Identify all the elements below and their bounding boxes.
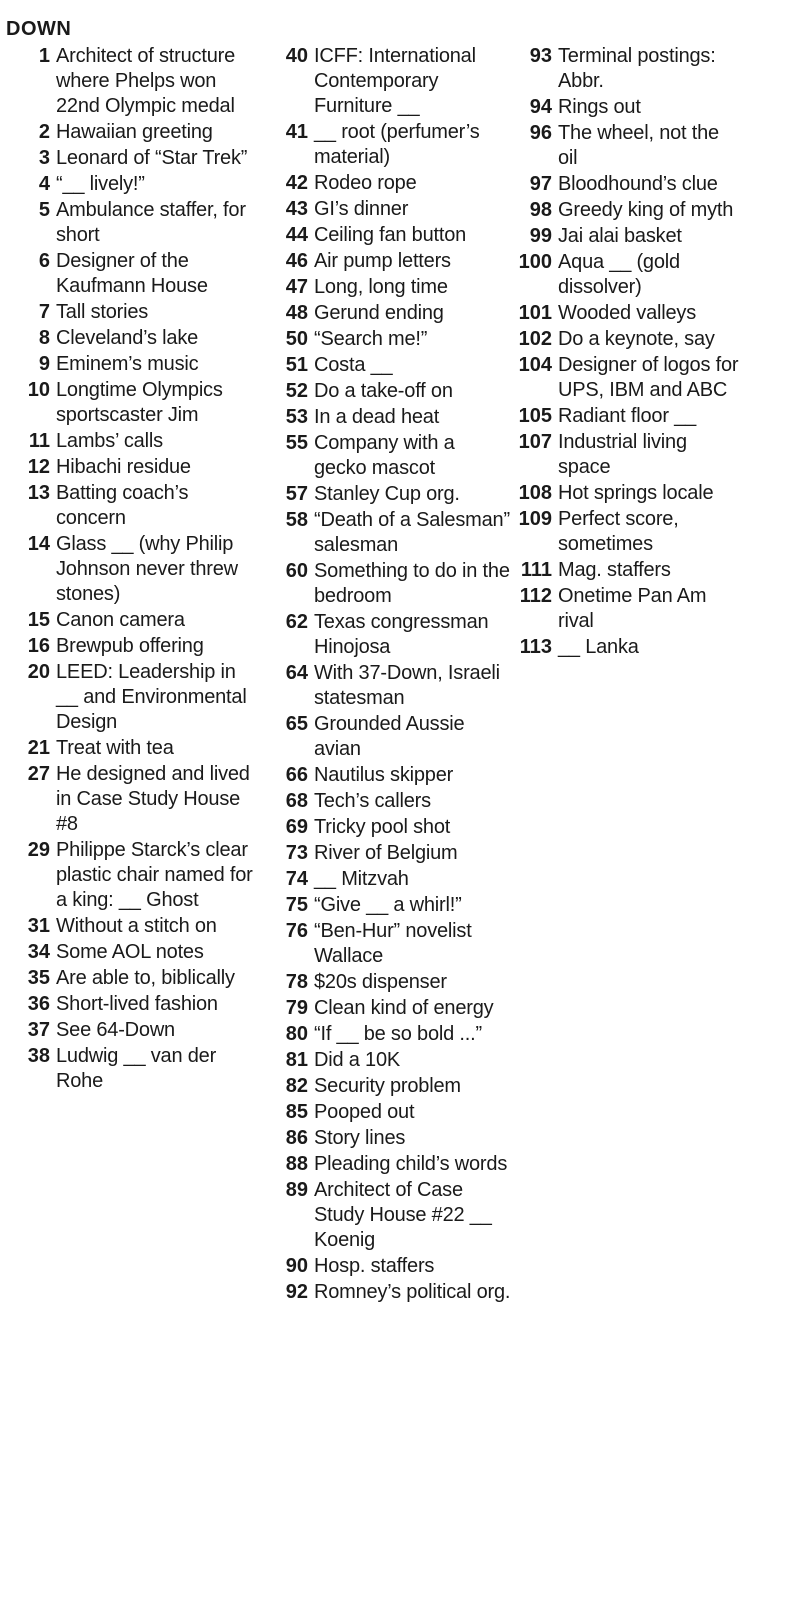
clue-text: LEED: Leadership in __ and Environmental Design [56,661,247,733]
clue-number: 20 [27,661,50,683]
clue-number: 27 [27,763,50,785]
clue-text: “If __ be so bold ...” [314,1023,482,1045]
clue-number: 10 [27,379,50,401]
clue-item [260,431,512,481]
clue-item [4,736,258,761]
clue-item [260,223,512,248]
clue-item [4,608,258,633]
clue-number: 68 [285,790,308,812]
clue-text: Without a stitch on [56,915,217,937]
clue-text: Bloodhound’s clue [558,173,718,195]
clue-number: 40 [285,45,308,67]
clue-text: Onetime Pan Am rival [558,585,707,632]
clue-number: 34 [27,941,50,963]
clue-item [260,379,512,404]
clue-number: 48 [285,302,308,324]
clue-text: “Death of a Salesman” salesman [314,509,510,556]
clue-text: Rings out [558,96,641,118]
page-title: DOWN [6,18,72,40]
clue-item [260,763,512,788]
clue-item [260,867,512,892]
clue-number: 111 [520,559,552,581]
clue-text: __ Mitzvah [314,868,409,890]
clue-text: Pleading child’s words [314,1153,508,1175]
clue-number: 47 [285,276,308,298]
clue-item [4,838,258,913]
clue-text: “Search me!” [314,328,428,350]
clue-text: __ root (perfumer’s material) [314,121,480,168]
clue-number: 38 [27,1045,50,1067]
clue-item [4,326,258,351]
clue-item [496,404,742,429]
clue-item [4,1044,258,1094]
clue-item [260,789,512,814]
clue-number: 14 [27,533,50,555]
clue-number: 55 [285,432,308,454]
clue-number: 97 [529,173,552,195]
clue-text: Tall stories [56,301,149,323]
clue-text: Jai alai basket [558,225,682,247]
clue-text: Designer of the Kaufmann House [56,250,208,297]
clue-number: 79 [285,997,308,1019]
clue-text: Air pump letters [314,250,451,272]
clue-number: 31 [27,915,50,937]
clue-number: 50 [285,328,308,350]
clue-number: 92 [285,1281,308,1303]
clue-number: 74 [285,868,308,890]
clue-text: Security problem [314,1075,461,1097]
clue-text: Do a keynote, say [558,328,715,350]
clue-text: Tricky pool shot [314,816,451,838]
clue-text: In a dead heat [314,406,440,428]
clue-item [4,660,258,735]
clue-text: “Ben-Hur” novelist Wallace [314,920,472,967]
clue-number: 81 [285,1049,308,1071]
clue-item [260,327,512,352]
clue-text: Eminem’s music [56,353,199,375]
clue-number: 69 [285,816,308,838]
clue-text: Gerund ending [314,302,444,324]
clue-text: __ Lanka [558,636,639,658]
clue-item [496,507,742,557]
clue-item [260,1100,512,1125]
clue-item [496,250,742,300]
clue-item [4,1018,258,1043]
clue-text: Architect of structure where Phelps won 22nd Olympic medal [56,45,235,117]
clue-number: 52 [285,380,308,402]
clue-text: Philippe Starck’s clear plastic chair named for a king: __ Ghost [56,839,253,911]
clue-number: 107 [518,431,552,453]
clue-text: He designed and lived in Case Study House #8 [56,763,250,835]
clue-number: 36 [27,993,50,1015]
clue-number: 60 [285,560,308,582]
clue-text: Wooded valleys [558,302,697,324]
clue-item [496,95,742,120]
clue-item [260,353,512,378]
clue-item [4,198,258,248]
clue-item [496,172,742,197]
clue-number: 99 [529,225,552,247]
clue-number: 9 [38,353,50,375]
clue-number: 12 [27,456,50,478]
clue-item [260,610,512,660]
clue-item [260,197,512,222]
clue-number: 42 [285,172,308,194]
clue-item [260,919,512,969]
clue-column-2 [260,44,512,1306]
clue-text: Nautilus skipper [314,764,454,786]
clue-item [4,966,258,991]
clue-number: 43 [285,198,308,220]
clue-text: Glass __ (why Philip Johnson never threw stones) [56,533,238,605]
clue-text: Some AOL notes [56,941,204,963]
clue-number: 5 [38,199,50,221]
clue-item [260,1280,512,1305]
clue-number: 41 [285,121,308,143]
clue-item [260,120,512,170]
clue-number: 85 [285,1101,308,1123]
clue-number: 88 [285,1153,308,1175]
clue-item [260,970,512,995]
clue-number: 113 [519,636,552,658]
clue-number: 102 [518,328,552,350]
clue-item [260,1022,512,1047]
clue-number: 21 [27,737,50,759]
clue-item [496,44,742,94]
clue-item [4,249,258,299]
clue-number: 75 [285,894,308,916]
clue-number: 93 [529,45,552,67]
clue-text: “Give __ a whirl!” [314,894,462,916]
clue-number: 7 [38,301,50,323]
clue-text: Aqua __ (gold dissolver) [558,251,680,298]
clue-text: Something to do in the bedroom [314,560,510,607]
clue-text: The wheel, not the oil [558,122,719,169]
clue-number: 62 [285,611,308,633]
clue-item [260,893,512,918]
clue-text: Did a 10K [314,1049,401,1071]
clue-item [496,481,742,506]
clue-text: Tech’s callers [314,790,431,812]
clue-number: 1 [38,45,50,67]
clue-item [4,429,258,454]
clue-item [496,301,742,326]
clue-text: Stanley Cup org. [314,483,460,505]
clue-text: Romney’s political org. [314,1281,511,1303]
clue-text: Hibachi residue [56,456,191,478]
clue-column-3 [496,44,742,661]
clue-text: Ludwig __ van der Rohe [56,1045,217,1092]
clue-text: Hot springs locale [558,482,714,504]
clue-item [260,44,512,119]
clue-item [260,1074,512,1099]
clue-number: 94 [529,96,552,118]
clue-number: 98 [529,199,552,221]
clue-item [4,940,258,965]
clue-text: Designer of logos for UPS, IBM and ABC [558,354,739,401]
clue-text: Do a take-off on [314,380,453,402]
clue-number: 82 [285,1075,308,1097]
clue-text: Brewpub offering [56,635,204,657]
clue-item [496,353,742,403]
clue-item [496,430,742,480]
clue-item [496,635,742,660]
clue-number: 44 [285,224,308,246]
clue-number: 53 [285,406,308,428]
clue-text: With 37-Down, Israeli statesman [314,662,500,709]
clue-item [260,482,512,507]
clue-number: 51 [285,354,308,376]
clue-text: Radiant floor __ [558,405,697,427]
clue-item [4,120,258,145]
clue-text: Hawaiian greeting [56,121,213,143]
clue-number: 16 [27,635,50,657]
clue-number: 66 [285,764,308,786]
clue-number: 90 [285,1255,308,1277]
clue-text: Long, long time [314,276,448,298]
clue-item [260,1254,512,1279]
clue-item [4,762,258,837]
clue-item [4,378,258,428]
clue-item [4,352,258,377]
clue-text: Canon camera [56,609,185,631]
clue-text: GI’s dinner [314,198,409,220]
clue-number: 13 [27,482,50,504]
clue-number: 112 [519,585,552,607]
clue-number: 101 [518,302,552,324]
clue-text: Ceiling fan button [314,224,467,246]
clue-number: 11 [28,430,50,452]
clue-text: Short-lived fashion [56,993,218,1015]
clue-number: 104 [518,354,552,376]
clue-text: Costa __ [314,354,393,376]
clue-text: Story lines [314,1127,406,1149]
clue-text: Treat with tea [56,737,174,759]
clue-number: 46 [285,250,308,272]
clue-item [260,1126,512,1151]
clue-text: Longtime Olympics sportscaster Jim [56,379,223,426]
clue-item [496,198,742,223]
clue-text: Grounded Aussie avian [314,713,465,760]
clue-text: Architect of Case Study House #22 __ Koenig [314,1179,492,1251]
clue-number: 6 [38,250,50,272]
clue-item [260,841,512,866]
clue-number: 35 [27,967,50,989]
clue-text: Company with a gecko mascot [314,432,455,479]
clue-number: 80 [285,1023,308,1045]
clue-item [4,914,258,939]
clue-number: 89 [285,1179,308,1201]
clue-text: Clean kind of energy [314,997,494,1019]
clue-text: $20s dispenser [314,971,447,993]
clue-item [260,405,512,430]
clue-number: 3 [38,147,50,169]
clue-number: 65 [285,713,308,735]
clue-item [260,301,512,326]
clue-number: 78 [285,971,308,993]
clue-number: 29 [27,839,50,861]
clue-item [260,712,512,762]
clue-number: 105 [518,405,552,427]
clue-number: 100 [518,251,552,273]
clue-item [260,661,512,711]
clue-item [4,634,258,659]
clue-item [260,815,512,840]
clue-item [496,327,742,352]
clue-number: 86 [285,1127,308,1149]
clue-text: Hosp. staffers [314,1255,435,1277]
clue-item [4,44,258,119]
clue-number: 96 [529,122,552,144]
clue-text: Ambulance staffer, for short [56,199,246,246]
clue-item [260,171,512,196]
clue-text: Are able to, biblically [56,967,235,989]
clue-item [4,455,258,480]
clue-text: “__ lively!” [56,173,145,195]
clue-text: See 64-Down [56,1019,175,1041]
clue-text: Batting coach’s concern [56,482,189,529]
clue-item [496,224,742,249]
clue-number: 108 [518,482,552,504]
clue-number: 58 [285,509,308,531]
clue-text: Leonard of “Star Trek” [56,147,248,169]
clue-number: 4 [38,173,50,195]
clue-item [4,172,258,197]
clue-number: 57 [285,483,308,505]
clue-item [4,300,258,325]
clue-number: 109 [518,508,552,530]
clue-item [4,146,258,171]
clue-text: Pooped out [314,1101,415,1123]
clue-number: 73 [285,842,308,864]
clue-item [260,249,512,274]
clue-text: Perfect score, sometimes [558,508,679,555]
clue-item [260,275,512,300]
clue-number: 76 [285,920,308,942]
clue-item [4,532,258,607]
clue-number: 8 [38,327,50,349]
clue-text: ICFF: International Contemporary Furniture __ [314,45,476,117]
clue-number: 15 [27,609,50,631]
clue-item [496,584,742,634]
clue-item [260,1152,512,1177]
clue-item [260,1048,512,1073]
clue-text: Rodeo rope [314,172,417,194]
clue-text: River of Belgium [314,842,458,864]
clue-item [260,996,512,1021]
clue-item [4,481,258,531]
clue-number: 2 [38,121,50,143]
clue-item [260,508,512,558]
clue-item [496,121,742,171]
clue-text: Terminal postings: Abbr. [558,45,716,92]
clue-item [260,559,512,609]
clue-item [4,992,258,1017]
clue-text: Lambs’ calls [56,430,163,452]
clue-item [496,558,742,583]
clue-column-1 [4,44,258,1095]
clue-number: 64 [285,662,308,684]
clue-item [260,1178,512,1253]
clue-text: Cleveland’s lake [56,327,199,349]
clue-text: Greedy king of myth [558,199,734,221]
clue-text: Industrial living space [558,431,687,478]
clue-number: 37 [27,1019,50,1041]
clue-text: Mag. staffers [558,559,671,581]
clue-text: Texas congressman Hinojosa [314,611,489,658]
